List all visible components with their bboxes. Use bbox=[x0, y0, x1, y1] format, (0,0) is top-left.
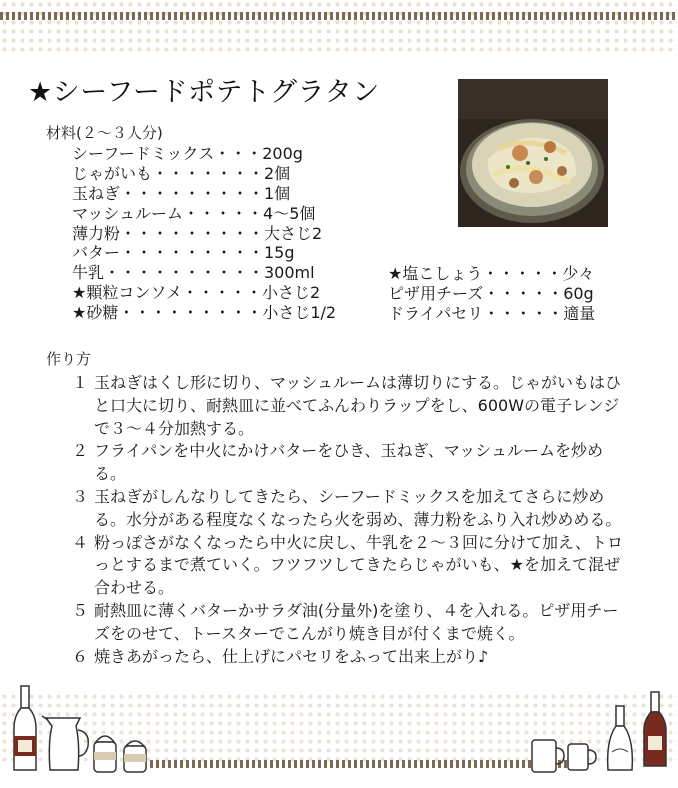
materials-label: 材料(２～３人分) bbox=[46, 124, 163, 142]
mug-icon bbox=[530, 736, 566, 780]
ingredient-item: ★塩こしょう・・・・・少々 bbox=[388, 264, 595, 283]
ingredient-item: ピザ用チーズ・・・・・60g bbox=[388, 283, 594, 303]
salt-shaker-icon bbox=[90, 730, 120, 778]
pepper-shaker-icon bbox=[120, 736, 150, 778]
carafe-icon bbox=[604, 704, 636, 778]
step-text: 焼きあがったら、仕上げにパセリをふって出来上がり♪ bbox=[94, 646, 489, 666]
cup-icon bbox=[566, 740, 598, 778]
method-label: 作り方 bbox=[46, 350, 92, 368]
recipe-title: ★シーフードポテトグラタン bbox=[28, 77, 380, 108]
step-number: ４ bbox=[72, 532, 89, 552]
ingredient-item: バター・・・・・・・・・15g bbox=[72, 243, 295, 263]
ingredient-item: ★砂糖・・・・・・・・・小さじ1/2 bbox=[72, 303, 337, 323]
ingredient-item: マッシュルーム・・・・・4～5個 bbox=[72, 203, 316, 223]
ingredient-item: ★顆粒コンソメ・・・・・小さじ2 bbox=[72, 283, 321, 303]
step-number: ２ bbox=[72, 441, 89, 461]
gratin-photo bbox=[458, 79, 608, 227]
step-number: ６ bbox=[72, 646, 89, 666]
step-number: １ bbox=[72, 373, 89, 392]
step-text: 粉っぽさがなくなったら中火に戻し、牛乳を２～３回に分けて加え、トロっとするまで煮ていく。フツフツしてきたらじゃがいも、★を加えて混ぜ合わせる。 bbox=[94, 532, 623, 598]
step-text: 玉ねぎはくし形に切り、マッシュルームは薄切りにする。じゃがいもはひと口大に切り、耐熱皿に並べてふんわりラップをし、600Wの電子レンジで３～４分加熱する。 bbox=[94, 373, 622, 438]
step-text: フライパンを中火にかけバターをひき、玉ねぎ、マッシュルームを炒める。 bbox=[94, 441, 603, 484]
pitcher-icon bbox=[40, 712, 92, 778]
step-list bbox=[72, 372, 632, 668]
bottom-stitch-line-2 bbox=[150, 764, 570, 768]
step-item bbox=[72, 532, 632, 600]
ingredient-item: じゃがいも・・・・・・・2個 bbox=[72, 163, 291, 183]
step-item bbox=[72, 646, 632, 669]
wine-bottle-icon bbox=[10, 684, 40, 778]
wine-bottle-icon bbox=[640, 690, 670, 774]
ingredient-item: 牛乳・・・・・・・・・・300ml bbox=[72, 263, 315, 283]
ingredient-item: 薄力粉・・・・・・・・・大さじ2 bbox=[72, 223, 323, 243]
step-item bbox=[72, 440, 632, 486]
ingredient-list-left bbox=[72, 144, 336, 323]
step-text: 耐熱皿に薄くバターかサラダ油(分量外)を塗り、４を入れる。ピザ用チーズをのせて、トースターでこんがり焼き目が付くまで焼く。 bbox=[94, 600, 619, 643]
step-item bbox=[72, 600, 632, 646]
ingredient-item: ドライパセリ・・・・・適量 bbox=[388, 303, 596, 323]
step-number: ５ bbox=[72, 600, 89, 620]
top-stitch-line-2 bbox=[0, 16, 678, 20]
step-number: ３ bbox=[72, 486, 89, 506]
ingredient-item: シーフードミックス・・・200g bbox=[72, 144, 303, 163]
step-item bbox=[72, 486, 632, 532]
top-dot-border bbox=[0, 0, 678, 52]
step-text: 玉ねぎがしんなりしてきたら、シーフードミックスを加えてさらに炒める。水分がある程度なくなったら火を弱め、薄力粉をふり入れ炒めめる。 bbox=[94, 486, 622, 529]
ingredient-item: 玉ねぎ・・・・・・・・・1個 bbox=[72, 183, 291, 203]
ingredient-list-right bbox=[388, 264, 595, 324]
step-item bbox=[72, 372, 632, 440]
